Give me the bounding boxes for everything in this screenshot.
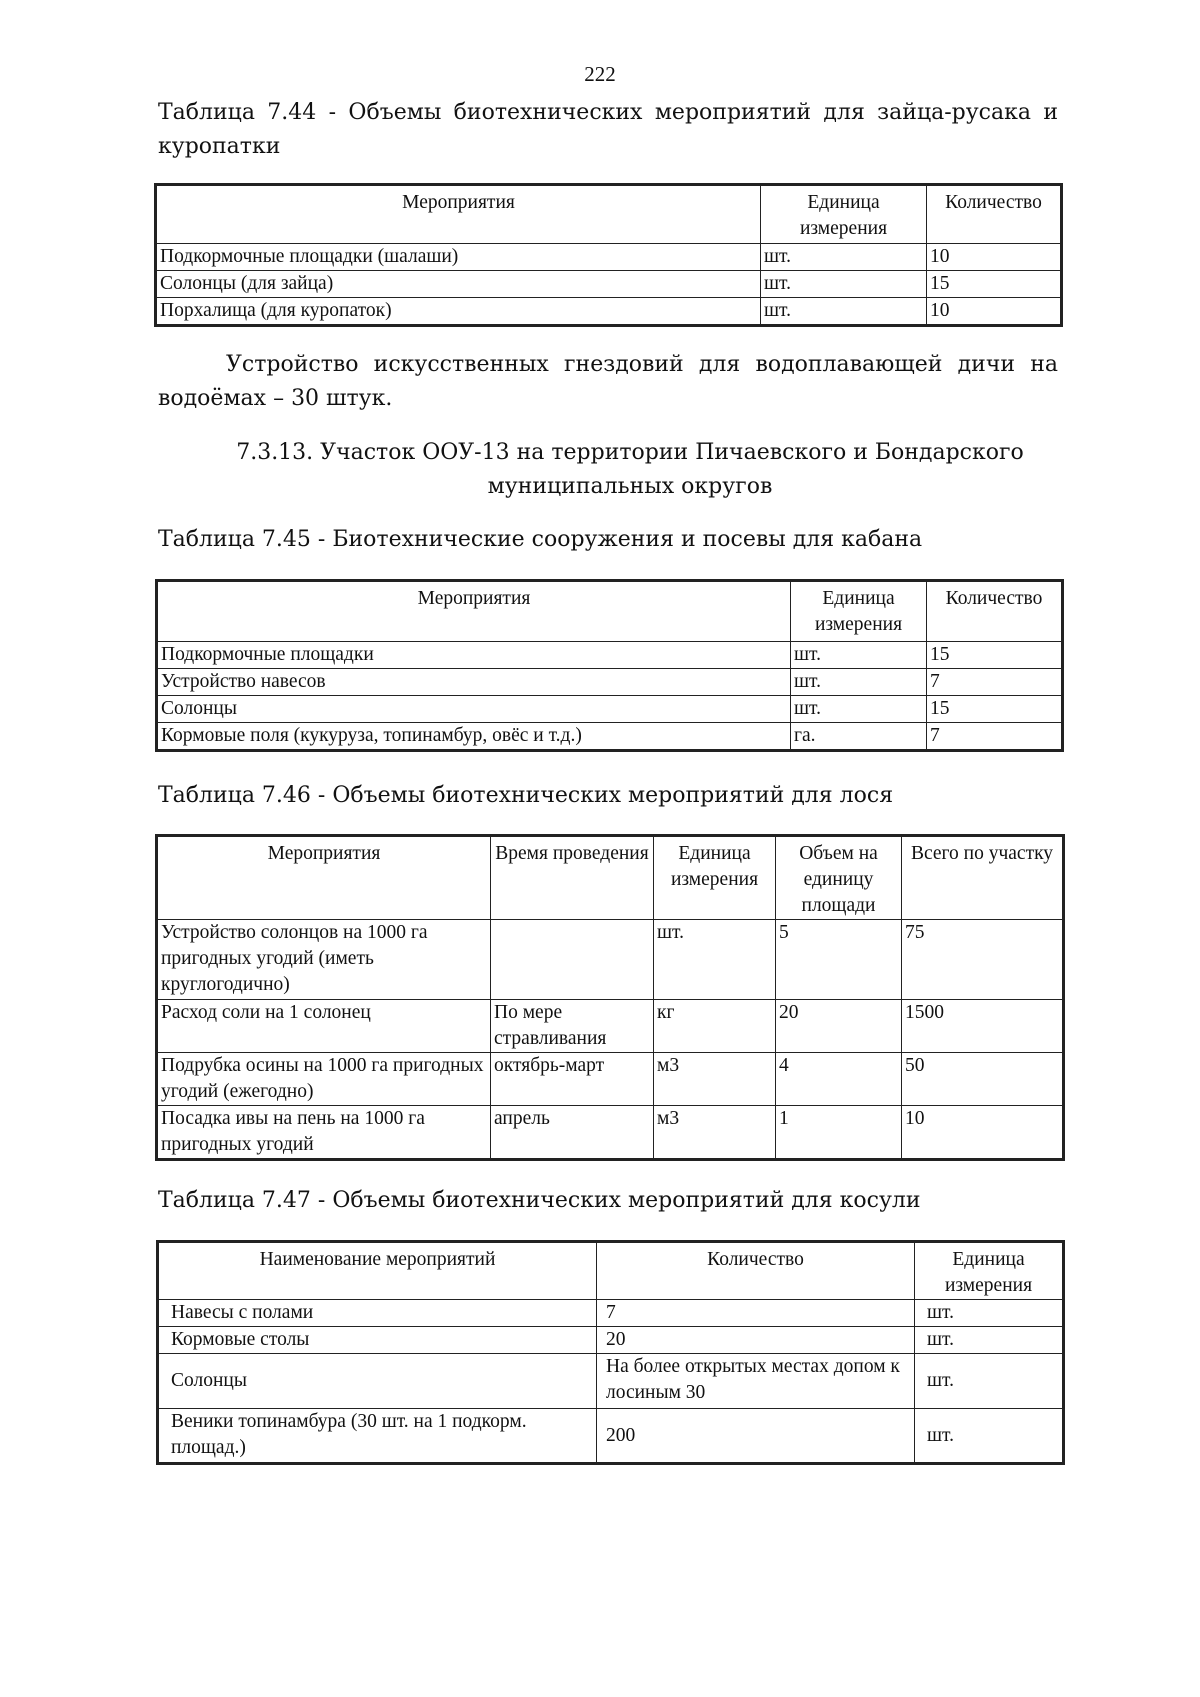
table-cell: шт. <box>915 1354 1063 1409</box>
table-cell: м3 <box>654 1106 776 1159</box>
paragraph-nests <box>158 348 1058 416</box>
column-header: Единица измерения <box>654 837 776 920</box>
table-cell: Устройство навесов <box>158 669 791 696</box>
table-header-row <box>158 582 1062 642</box>
table-cell: 7 <box>597 1300 915 1327</box>
table-cell: 20 <box>597 1327 915 1354</box>
table-cell: 7 <box>927 669 1062 696</box>
column-header: Всего по участку <box>902 837 1063 920</box>
table-cell: Посадка ивы на пень на 1000 га пригодных угодий <box>158 1106 491 1159</box>
table-746-caption: Таблица 7.46 - Объемы биотехнических мероприятий для лося <box>158 783 894 808</box>
table-row <box>157 271 1061 298</box>
table-cell: 15 <box>927 696 1062 723</box>
table-row <box>159 1327 1063 1354</box>
table-747 <box>158 1242 1063 1463</box>
column-header: Время проведения <box>491 837 654 920</box>
table-747-caption: Таблица 7.47 - Объемы биотехнических мероприятий для косули <box>158 1188 921 1213</box>
paragraph-text: Устройство искусственных гнездовий для водоплавающей дичи на водоёмах – 30 штук. <box>158 352 1058 411</box>
table-cell: Расход соли на 1 солонец <box>158 1000 491 1053</box>
table-cell: кг <box>654 1000 776 1053</box>
table-row <box>158 920 1063 1000</box>
column-header: Мероприятия <box>157 186 761 244</box>
table-row <box>158 669 1062 696</box>
table-744 <box>156 185 1061 325</box>
table-cell: 10 <box>927 298 1061 325</box>
table-cell: 50 <box>902 1053 1063 1106</box>
table-cell: шт. <box>761 244 927 271</box>
table-cell: Подкормочные площадки <box>158 642 791 669</box>
table-row <box>157 244 1061 271</box>
table-746 <box>157 836 1063 1159</box>
table-cell: шт. <box>654 920 776 1000</box>
column-header: Наименование мероприятий <box>159 1243 597 1300</box>
table-cell: На более открытых местах допом к лосиным 30 <box>597 1354 915 1409</box>
column-header: Мероприятия <box>158 582 791 642</box>
table-cell: Веники топинамбура (30 шт. на 1 подкорм. площад.) <box>159 1409 597 1463</box>
table-cell: Солонцы <box>159 1354 597 1409</box>
table-cell: По мере стравливания <box>491 1000 654 1053</box>
table-cell: Навесы с полами <box>159 1300 597 1327</box>
table-cell: шт. <box>915 1300 1063 1327</box>
table-cell: Устройство солонцов на 1000 га пригодных угодий (иметь круглогодично) <box>158 920 491 1000</box>
column-header: Количество <box>927 186 1061 244</box>
table-cell: шт. <box>915 1327 1063 1354</box>
table-row <box>159 1300 1063 1327</box>
column-header: Единица измерения <box>761 186 927 244</box>
section-title-line: 7.3.13. Участок ООУ-13 на территории Пичаевского и Бондарского <box>236 440 1024 465</box>
table-cell: шт. <box>761 271 927 298</box>
table-row <box>157 298 1061 325</box>
table-cell: шт. <box>761 298 927 325</box>
table-cell: шт. <box>791 669 927 696</box>
table-cell: Солонцы (для зайца) <box>157 271 761 298</box>
table-cell <box>491 920 654 1000</box>
table-cell: шт. <box>791 642 927 669</box>
section-title <box>150 436 1110 504</box>
table-cell: м3 <box>654 1053 776 1106</box>
table-row <box>158 642 1062 669</box>
column-header: Единица измерения <box>791 582 927 642</box>
table-cell: 15 <box>927 642 1062 669</box>
table-cell: 75 <box>902 920 1063 1000</box>
table-cell: 1500 <box>902 1000 1063 1053</box>
table-row <box>158 1106 1063 1159</box>
table-cell: шт. <box>915 1409 1063 1463</box>
table-cell: 10 <box>902 1106 1063 1159</box>
table-cell: Кормовые поля (кукуруза, топинамбур, овёс и т.д.) <box>158 723 791 750</box>
table-cell: апрель <box>491 1106 654 1159</box>
table-744-caption: Таблица 7.44 - Объемы биотехнических мероприятий для зайца-русака и куропатки <box>158 100 1058 159</box>
table-cell: Подкормочные площадки (шалаши) <box>157 244 761 271</box>
table-cell: шт. <box>791 696 927 723</box>
table-745 <box>157 581 1062 750</box>
table-row <box>159 1409 1063 1463</box>
table-cell: Подрубка осины на 1000 га пригодных угодий (ежегодно) <box>158 1053 491 1106</box>
column-header: Количество <box>597 1243 915 1300</box>
table-cell: 200 <box>597 1409 915 1463</box>
table-cell: 4 <box>776 1053 902 1106</box>
table-header-row <box>157 186 1061 244</box>
section-title-line: муниципальных округов <box>487 474 773 499</box>
table-cell: га. <box>791 723 927 750</box>
table-header-row <box>158 837 1063 920</box>
table-cell: октябрь-март <box>491 1053 654 1106</box>
table-cell: 1 <box>776 1106 902 1159</box>
column-header: Мероприятия <box>158 837 491 920</box>
column-header: Единица измерения <box>915 1243 1063 1300</box>
table-cell: Порхалища (для куропаток) <box>157 298 761 325</box>
table-cell: 15 <box>927 271 1061 298</box>
column-header: Объем на единицу площади <box>776 837 902 920</box>
table-row <box>158 1000 1063 1053</box>
table-cell: Кормовые столы <box>159 1327 597 1354</box>
table-cell: 10 <box>927 244 1061 271</box>
table-row <box>158 723 1062 750</box>
table-cell: 5 <box>776 920 902 1000</box>
table-745-caption: Таблица 7.45 - Биотехнические сооружения и посевы для кабана <box>158 527 923 552</box>
table-cell: Солонцы <box>158 696 791 723</box>
table-row <box>159 1354 1063 1409</box>
table-cell: 20 <box>776 1000 902 1053</box>
table-header-row <box>159 1243 1063 1300</box>
page-number: 222 <box>584 62 616 86</box>
table-row <box>158 1053 1063 1106</box>
table-cell: 7 <box>927 723 1062 750</box>
column-header: Количество <box>927 582 1062 642</box>
table-row <box>158 696 1062 723</box>
